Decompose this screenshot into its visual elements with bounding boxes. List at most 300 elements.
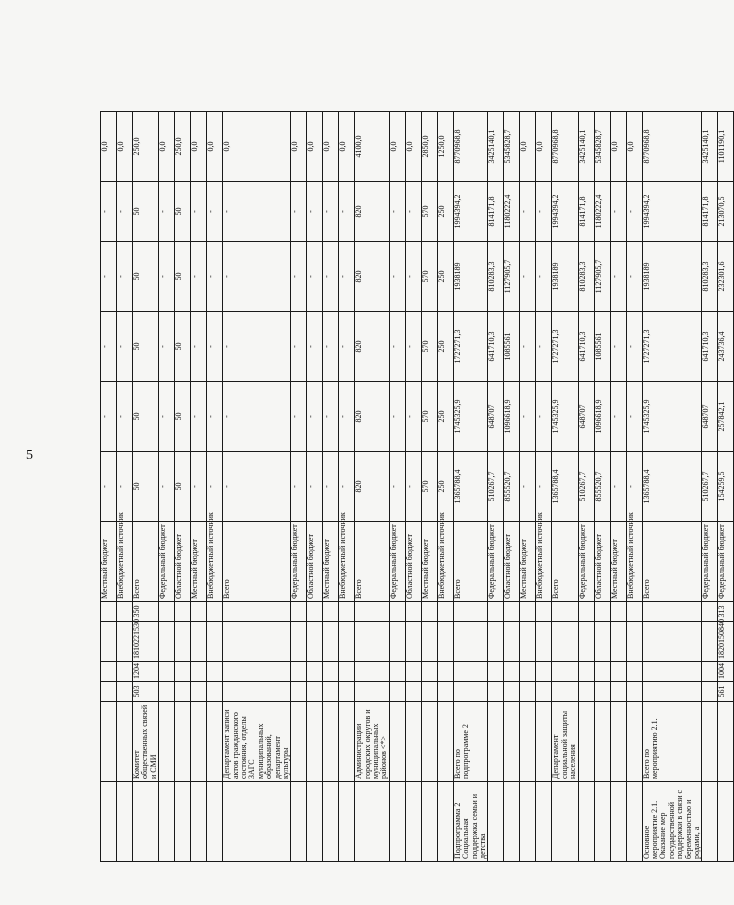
section-cell	[642, 662, 702, 682]
total-cell: 1250,0	[437, 112, 453, 182]
y5-cell: 50	[175, 182, 191, 242]
y5-cell: -	[626, 182, 642, 242]
executor-cell	[307, 702, 323, 782]
source-cell: Областной бюджет	[594, 522, 610, 602]
y4-cell: -	[405, 242, 421, 312]
target-cell: 1820150840	[718, 622, 734, 662]
y4-cell: 820	[355, 242, 390, 312]
y2-cell: -	[339, 382, 355, 452]
y1-cell: 1365788,4	[552, 452, 578, 522]
y4-cell: -	[101, 242, 117, 312]
y5-cell: 250	[437, 182, 453, 242]
y5-cell: -	[536, 182, 552, 242]
source-cell: Внебюджетный источник	[437, 522, 453, 602]
vr-cell	[291, 602, 307, 622]
y4-cell: -	[291, 242, 307, 312]
section-cell	[101, 662, 117, 682]
y2-cell: 648707	[702, 382, 718, 452]
source-cell: Внебюджетный источник	[626, 522, 642, 602]
grbs-cell	[175, 682, 191, 702]
target-cell	[117, 622, 133, 662]
program-cell	[207, 782, 223, 862]
executor-cell	[339, 702, 355, 782]
target-cell	[355, 622, 390, 662]
source-cell: Местный бюджет	[421, 522, 437, 602]
executor-cell	[594, 702, 610, 782]
program-cell	[626, 782, 642, 862]
section-cell	[504, 662, 520, 682]
y1-cell: -	[536, 452, 552, 522]
total-cell: 4100,0	[355, 112, 390, 182]
y2-cell: 1745325,9	[552, 382, 578, 452]
program-cell	[339, 782, 355, 862]
executor-cell	[175, 702, 191, 782]
table-row	[626, 112, 642, 862]
y4-cell: 810283,3	[578, 242, 594, 312]
source-cell: Всего	[355, 522, 390, 602]
y2-cell: 648707	[488, 382, 504, 452]
executor-cell	[291, 702, 307, 782]
vr-cell	[626, 602, 642, 622]
table-row	[642, 112, 702, 862]
executor-cell	[159, 702, 175, 782]
section-cell	[223, 662, 291, 682]
target-cell	[223, 622, 291, 662]
y3-cell: -	[101, 312, 117, 382]
section-cell	[191, 662, 207, 682]
executor-cell	[421, 702, 437, 782]
budget-table	[100, 111, 734, 862]
grbs-cell	[504, 682, 520, 702]
source-cell: Областной бюджет	[175, 522, 191, 602]
program-cell	[504, 782, 520, 862]
program-cell	[702, 782, 718, 862]
section-cell	[307, 662, 323, 682]
target-cell	[578, 622, 594, 662]
executor-cell	[520, 702, 536, 782]
vr-cell	[488, 602, 504, 622]
y2-cell: 50	[133, 382, 159, 452]
y1-cell: -	[117, 452, 133, 522]
source-cell: Федеральный бюджет	[291, 522, 307, 602]
total-cell: 8770968,8	[552, 112, 578, 182]
vr-cell	[437, 602, 453, 622]
y2-cell: -	[626, 382, 642, 452]
y2-cell: -	[520, 382, 536, 452]
y1-cell: 820	[355, 452, 390, 522]
executor-cell	[488, 702, 504, 782]
y4-cell: 1127905,7	[594, 242, 610, 312]
vr-cell	[405, 602, 421, 622]
vr-cell	[610, 602, 626, 622]
grbs-cell	[488, 682, 504, 702]
grbs-cell	[437, 682, 453, 702]
y5-cell: -	[520, 182, 536, 242]
table-row	[552, 112, 578, 862]
y2-cell: -	[101, 382, 117, 452]
total-cell: 0,0	[191, 112, 207, 182]
y1-cell: 510267,7	[488, 452, 504, 522]
executor-cell	[323, 702, 339, 782]
grbs-cell	[101, 682, 117, 702]
total-cell: 250,0	[175, 112, 191, 182]
vr-cell	[323, 602, 339, 622]
vr-cell: 313	[718, 602, 734, 622]
grbs-cell	[159, 682, 175, 702]
grbs-cell	[453, 682, 488, 702]
y4-cell: 1938189	[453, 242, 488, 312]
y3-cell: -	[291, 312, 307, 382]
y1-cell: 510267,7	[702, 452, 718, 522]
total-cell: 0,0	[207, 112, 223, 182]
executor-cell	[389, 702, 405, 782]
total-cell: 250,0	[133, 112, 159, 182]
source-cell: Областной бюджет	[405, 522, 421, 602]
executor-cell	[117, 702, 133, 782]
grbs-cell	[626, 682, 642, 702]
source-cell: Местный бюджет	[323, 522, 339, 602]
y1-cell: 855520,7	[504, 452, 520, 522]
y5-cell: 1994394,2	[552, 182, 578, 242]
vr-cell	[702, 602, 718, 622]
section-cell	[339, 662, 355, 682]
target-cell	[405, 622, 421, 662]
vr-cell: 350	[133, 602, 159, 622]
target-cell	[610, 622, 626, 662]
target-cell	[453, 622, 488, 662]
y4-cell: 250	[437, 242, 453, 312]
grbs-cell	[207, 682, 223, 702]
y5-cell: -	[307, 182, 323, 242]
table-row	[421, 112, 437, 862]
program-cell	[159, 782, 175, 862]
y1-cell: -	[389, 452, 405, 522]
grbs-cell	[520, 682, 536, 702]
section-cell	[453, 662, 488, 682]
source-cell: Федеральный бюджет	[578, 522, 594, 602]
source-cell: Внебюджетный источник	[207, 522, 223, 602]
table-row	[594, 112, 610, 862]
total-cell: 0,0	[405, 112, 421, 182]
y5-cell: -	[159, 182, 175, 242]
y2-cell: 1745325,9	[453, 382, 488, 452]
y5-cell: 1994394,2	[453, 182, 488, 242]
source-cell: Всего	[552, 522, 578, 602]
section-cell	[594, 662, 610, 682]
executor-cell	[437, 702, 453, 782]
table-row	[339, 112, 355, 862]
target-cell	[159, 622, 175, 662]
y5-cell: 1180222,4	[594, 182, 610, 242]
y3-cell: 50	[175, 312, 191, 382]
executor-cell: Комитет общественных связей и СМИ	[133, 702, 159, 782]
y2-cell: 648707	[578, 382, 594, 452]
table-row	[291, 112, 307, 862]
y3-cell: 641710,3	[578, 312, 594, 382]
program-cell	[133, 782, 159, 862]
table-row	[175, 112, 191, 862]
y2-cell: 820	[355, 382, 390, 452]
y1-cell: -	[159, 452, 175, 522]
y1-cell: 1365788,4	[642, 452, 702, 522]
y3-cell: -	[536, 312, 552, 382]
y2-cell: -	[223, 382, 291, 452]
executor-cell	[405, 702, 421, 782]
total-cell: 8770968,8	[453, 112, 488, 182]
y4-cell: 1938189	[552, 242, 578, 312]
vr-cell	[117, 602, 133, 622]
program-cell	[307, 782, 323, 862]
grbs-cell	[323, 682, 339, 702]
total-cell: 8770968,8	[642, 112, 702, 182]
y2-cell: -	[389, 382, 405, 452]
y3-cell: 1085561	[594, 312, 610, 382]
y2-cell: -	[405, 382, 421, 452]
vr-cell	[175, 602, 191, 622]
y5-cell: 820	[355, 182, 390, 242]
y3-cell: -	[405, 312, 421, 382]
table-row	[159, 112, 175, 862]
y3-cell: -	[389, 312, 405, 382]
target-cell	[207, 622, 223, 662]
target-cell	[323, 622, 339, 662]
section-cell	[405, 662, 421, 682]
grbs-cell	[578, 682, 594, 702]
vr-cell	[536, 602, 552, 622]
table-row	[488, 112, 504, 862]
target-cell	[339, 622, 355, 662]
grbs-cell	[536, 682, 552, 702]
source-cell: Местный бюджет	[610, 522, 626, 602]
section-cell	[578, 662, 594, 682]
section-cell	[159, 662, 175, 682]
page-number: 5	[26, 448, 33, 463]
target-cell	[191, 622, 207, 662]
y4-cell: -	[207, 242, 223, 312]
y5-cell: 1180222,4	[504, 182, 520, 242]
executor-cell: Всего по мероприятию 2.1.	[642, 702, 702, 782]
table-row	[520, 112, 536, 862]
target-cell	[552, 622, 578, 662]
section-cell	[520, 662, 536, 682]
executor-cell	[718, 702, 734, 782]
y3-cell: -	[159, 312, 175, 382]
y2-cell: -	[323, 382, 339, 452]
y5-cell: -	[610, 182, 626, 242]
executor-cell: Всего по подпрограмме 2	[453, 702, 488, 782]
table-row	[718, 112, 734, 862]
target-cell	[389, 622, 405, 662]
y3-cell: 1727271,3	[552, 312, 578, 382]
section-cell	[552, 662, 578, 682]
section-cell: 1004	[718, 662, 734, 682]
vr-cell	[421, 602, 437, 622]
program-cell	[536, 782, 552, 862]
y3-cell: 1727271,3	[642, 312, 702, 382]
table-row	[223, 112, 291, 862]
y1-cell: -	[191, 452, 207, 522]
y4-cell: 1938189	[642, 242, 702, 312]
table-row	[405, 112, 421, 862]
total-cell: 0,0	[626, 112, 642, 182]
table-row	[101, 112, 117, 862]
grbs-cell	[191, 682, 207, 702]
y3-cell: 820	[355, 312, 390, 382]
total-cell: 5345828,7	[504, 112, 520, 182]
program-cell	[421, 782, 437, 862]
y4-cell: -	[339, 242, 355, 312]
executor-cell	[101, 702, 117, 782]
y2-cell: -	[291, 382, 307, 452]
section-cell	[626, 662, 642, 682]
y4-cell: 232301,6	[718, 242, 734, 312]
section-cell	[610, 662, 626, 682]
table-row	[453, 112, 488, 862]
total-cell: 0,0	[520, 112, 536, 182]
y1-cell: 154259,5	[718, 452, 734, 522]
program-cell	[389, 782, 405, 862]
source-cell: Местный бюджет	[101, 522, 117, 602]
y5-cell: -	[207, 182, 223, 242]
target-cell	[642, 622, 702, 662]
total-cell: 0,0	[339, 112, 355, 182]
target-cell	[488, 622, 504, 662]
program-cell	[223, 782, 291, 862]
grbs-cell	[307, 682, 323, 702]
executor-cell	[536, 702, 552, 782]
y5-cell: -	[101, 182, 117, 242]
table-row	[117, 112, 133, 862]
y5-cell: -	[405, 182, 421, 242]
program-cell	[191, 782, 207, 862]
section-cell	[389, 662, 405, 682]
y1-cell: 510267,7	[578, 452, 594, 522]
program-cell	[610, 782, 626, 862]
rotated-table-container	[100, 112, 727, 862]
grbs-cell	[552, 682, 578, 702]
vr-cell	[642, 602, 702, 622]
program-cell: Основное мероприятие 2.1. Оказание мер государственной поддержки в связи с беременностью и родами, а	[642, 782, 702, 862]
y1-cell: 250	[437, 452, 453, 522]
source-cell: Внебюджетный источник	[339, 522, 355, 602]
table-row	[191, 112, 207, 862]
y2-cell: 250	[437, 382, 453, 452]
total-cell: 0,0	[223, 112, 291, 182]
program-cell	[552, 782, 578, 862]
y2-cell: 1745325,9	[642, 382, 702, 452]
section-cell	[437, 662, 453, 682]
y5-cell: 814171,8	[488, 182, 504, 242]
section-cell	[488, 662, 504, 682]
source-cell: Областной бюджет	[504, 522, 520, 602]
target-cell	[520, 622, 536, 662]
total-cell: 5345828,7	[594, 112, 610, 182]
grbs-cell	[594, 682, 610, 702]
y5-cell: 213070,5	[718, 182, 734, 242]
vr-cell	[101, 602, 117, 622]
vr-cell	[159, 602, 175, 622]
y1-cell: -	[339, 452, 355, 522]
target-cell	[702, 622, 718, 662]
target-cell	[437, 622, 453, 662]
y4-cell: -	[307, 242, 323, 312]
y3-cell: 641710,3	[702, 312, 718, 382]
y2-cell: -	[536, 382, 552, 452]
target-cell	[594, 622, 610, 662]
y4-cell: 1127905,7	[504, 242, 520, 312]
total-cell: 3425140,1	[702, 112, 718, 182]
source-cell: Федеральный бюджет	[718, 522, 734, 602]
y4-cell: 50	[175, 242, 191, 312]
grbs-cell	[702, 682, 718, 702]
table-row	[610, 112, 626, 862]
y1-cell: 50	[175, 452, 191, 522]
program-cell	[291, 782, 307, 862]
executor-cell	[504, 702, 520, 782]
y5-cell: 814171,8	[578, 182, 594, 242]
y5-cell: 1994394,2	[642, 182, 702, 242]
y3-cell: -	[117, 312, 133, 382]
target-cell	[175, 622, 191, 662]
source-cell: Местный бюджет	[520, 522, 536, 602]
executor-cell	[702, 702, 718, 782]
y5-cell: -	[323, 182, 339, 242]
source-cell: Местный бюджет	[191, 522, 207, 602]
vr-cell	[223, 602, 291, 622]
grbs-cell	[405, 682, 421, 702]
program-cell	[175, 782, 191, 862]
total-cell: 0,0	[389, 112, 405, 182]
total-cell: 0,0	[101, 112, 117, 182]
section-cell	[421, 662, 437, 682]
y5-cell: 570	[421, 182, 437, 242]
vr-cell	[552, 602, 578, 622]
executor-cell	[578, 702, 594, 782]
table-row	[504, 112, 520, 862]
target-cell	[291, 622, 307, 662]
y4-cell: -	[389, 242, 405, 312]
program-cell	[117, 782, 133, 862]
y3-cell: 50	[133, 312, 159, 382]
y2-cell: 50	[175, 382, 191, 452]
total-cell: 2850,0	[421, 112, 437, 182]
table-row	[536, 112, 552, 862]
executor-cell: Департамент социальной защиты населения	[552, 702, 578, 782]
vr-cell	[594, 602, 610, 622]
y1-cell: -	[101, 452, 117, 522]
y3-cell: -	[307, 312, 323, 382]
table-row	[437, 112, 453, 862]
program-cell	[355, 782, 390, 862]
y1-cell: 570	[421, 452, 437, 522]
program-cell	[488, 782, 504, 862]
program-cell	[578, 782, 594, 862]
total-cell: 0,0	[117, 112, 133, 182]
program-cell	[437, 782, 453, 862]
y1-cell: -	[323, 452, 339, 522]
source-cell: Всего	[133, 522, 159, 602]
source-cell: Федеральный бюджет	[488, 522, 504, 602]
total-cell: 0,0	[323, 112, 339, 182]
y2-cell: -	[159, 382, 175, 452]
y4-cell: -	[536, 242, 552, 312]
total-cell: 3425140,1	[488, 112, 504, 182]
table-row	[355, 112, 390, 862]
table-row	[578, 112, 594, 862]
target-cell	[421, 622, 437, 662]
section-cell	[175, 662, 191, 682]
total-cell: 0,0	[307, 112, 323, 182]
